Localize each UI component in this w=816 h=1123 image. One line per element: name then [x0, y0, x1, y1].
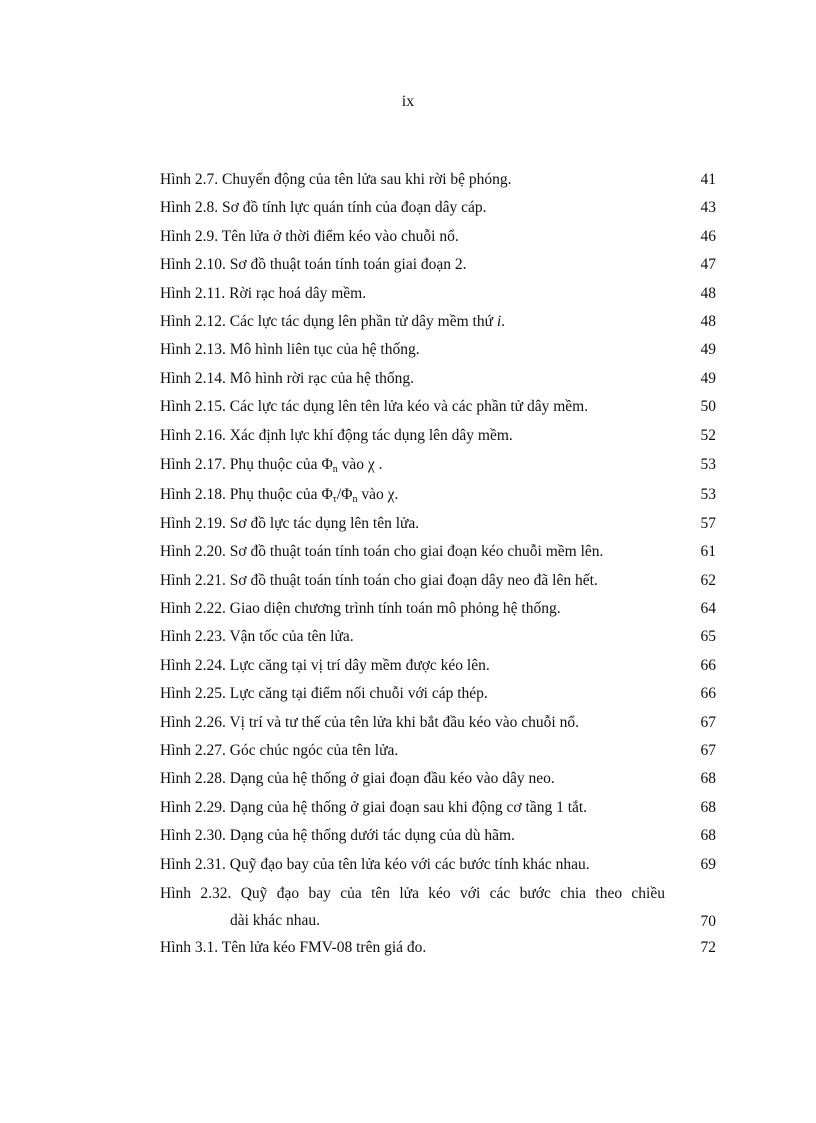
toc-entry-page: 53: [700, 485, 716, 503]
toc-entry-page: 62: [700, 571, 716, 589]
toc-entry-label: Hình 2.10. Sơ đồ thuật toán tính toán giai đoạn 2.: [160, 256, 467, 274]
subscript: n: [352, 493, 358, 505]
toc-entry: [160, 711, 716, 739]
toc-entry: [160, 682, 716, 710]
toc-entry: [160, 853, 716, 881]
toc-entry: [160, 767, 716, 795]
toc-entry: [160, 482, 716, 512]
toc-entry-page: 48: [700, 284, 716, 302]
toc-entry: [160, 796, 716, 824]
subscript: n: [332, 463, 338, 475]
toc-entry: [160, 597, 716, 625]
toc-entry-page: 61: [700, 543, 716, 561]
toc-entry-page: 57: [700, 514, 716, 532]
toc-entry-page: 53: [700, 455, 716, 473]
toc-entry-label: Hình 2.20. Sơ đồ thuật toán tính toán cho giai đoạn kéo chuỗi mềm lên.: [160, 543, 604, 561]
toc-entry: [160, 310, 716, 338]
toc-entry-page: 70: [700, 912, 716, 930]
toc-entry-label: [160, 310, 505, 334]
figure-list: [160, 168, 716, 964]
toc-entry: [160, 196, 716, 224]
toc-entry-label: Hình 2.9. Tên lửa ở thời điểm kéo vào chuỗi nổ.: [160, 227, 459, 245]
toc-entry-label-text: Hình 2.17. Phụ thuộc của Φ: [160, 455, 333, 473]
toc-entry: [160, 253, 716, 281]
toc-entry-page: 67: [700, 713, 716, 731]
toc-entry-label: Hình 2.16. Xác định lực khí động tác dụng lên dây mềm.: [160, 426, 513, 444]
toc-entry-label: Hình 2.15. Các lực tác dụng lên tên lửa kéo và các phần tử dây mềm.: [160, 398, 589, 416]
toc-entry-label: Hình 2.24. Lực căng tại vị trí dây mềm được kéo lên.: [160, 656, 490, 674]
toc-entry-label: Hình 3.1. Tên lửa kéo FMV-08 trên giá đo.: [160, 938, 427, 956]
toc-entry-page: 66: [700, 685, 716, 703]
toc-entry-label: Hình 2.7. Chuyển động của tên lửa sau khi rời bệ phóng.: [160, 171, 512, 188]
toc-entry-label-text: Hình 2.18. Phụ thuộc của Φ: [160, 485, 333, 503]
toc-entry-label: Hình 2.22. Giao diện chương trình tính toán mô phỏng hệ thống.: [160, 600, 561, 618]
toc-entry-page: 46: [700, 227, 716, 245]
toc-entry-label-suffix: vào χ.: [357, 485, 399, 503]
toc-entry-page: 72: [700, 938, 716, 956]
toc-entry-label: Hình 2.28. Dạng của hệ thống ở giai đoạn đầu kéo vào dây neo.: [160, 770, 555, 788]
toc-entry-label: Hình 2.21. Sơ đồ thuật toán tính toán cho giai đoạn dây neo đã lên hết.: [160, 571, 598, 589]
toc-entry-label: Hình 2.26. Vị trí và tư thế của tên lửa khi bắt đầu kéo vào chuỗi nổ.: [160, 713, 579, 731]
toc-entry: [160, 881, 716, 936]
toc-entry-label-continuation: dài khác nhau.: [230, 911, 320, 929]
toc-entry: [160, 739, 716, 767]
toc-entry-page: 49: [700, 341, 716, 359]
toc-entry-page: 50: [700, 398, 716, 416]
toc-entry-page: 47: [700, 256, 716, 274]
toc-entry-page: 43: [700, 199, 716, 217]
toc-entry-label: Hình 2.29. Dạng của hệ thống ở giai đoạn sau khi động cơ tầng 1 tắt.: [160, 798, 588, 816]
toc-entry-label: [160, 452, 383, 478]
toc-entry-page: 65: [700, 628, 716, 646]
toc-entry: [160, 540, 716, 568]
toc-entry-page: 64: [700, 600, 716, 618]
toc-entry: [160, 395, 716, 423]
toc-entry-label: Hình 2.25. Lực căng tại điểm nối chuỗi với cáp thép.: [160, 685, 488, 703]
toc-entry: [160, 936, 716, 964]
toc-entry-page: 68: [700, 798, 716, 816]
toc-entry-label: Hình 2.8. Sơ đồ tính lực quán tính của đoạn dây cáp.: [160, 199, 487, 217]
toc-entry-page: 66: [700, 656, 716, 674]
subscript: τ: [332, 493, 337, 505]
toc-entry: [160, 282, 716, 310]
toc-entry-label-italic: i: [496, 312, 502, 330]
toc-entry-label-suffix: .: [501, 312, 506, 330]
toc-entry-label: Hình 2.11. Rời rạc hoá dây mềm.: [160, 284, 367, 302]
toc-entry: [160, 654, 716, 682]
toc-entry-label: Hình 2.14. Mô hình rời rạc của hệ thống.: [160, 369, 414, 387]
toc-entry-label: Hình 2.27. Góc chúc ngóc của tên lửa.: [160, 742, 399, 760]
toc-entry-label-mid: /Φ: [336, 485, 353, 503]
toc-entry-page: 41: [700, 171, 716, 188]
toc-entry: [160, 424, 716, 452]
toc-entry-label: Hình 2.30. Dạng của hệ thống dưới tác dụng của dù hãm.: [160, 827, 515, 845]
toc-entry-label-text: Hình 2.12. Các lực tác dụng lên phần tử dây mềm thứ: [160, 312, 497, 330]
toc-entry-label-suffix: vào χ .: [337, 455, 383, 473]
toc-entry-label: Hình 2.31. Quỹ đạo bay của tên lửa kéo với các bước tính khác nhau.: [160, 855, 590, 873]
toc-entry: [160, 625, 716, 653]
toc-entry-label: Hình 2.19. Sơ đồ lực tác dụng lên tên lửa.: [160, 514, 420, 532]
toc-entry-page: 68: [700, 827, 716, 845]
toc-entry: [160, 168, 716, 196]
toc-entry-page: 49: [700, 369, 716, 387]
toc-entry-page: 69: [700, 855, 716, 873]
toc-entry: [160, 569, 716, 597]
toc-entry-page: 67: [700, 742, 716, 760]
toc-entry-label: Hình 2.23. Vận tốc của tên lửa.: [160, 628, 354, 646]
toc-entry-page: 48: [700, 312, 716, 330]
toc-entry: [160, 225, 716, 253]
toc-entry: [160, 452, 716, 482]
toc-entry-label: Hình 2.13. Mô hình liên tục của hệ thống.: [160, 341, 420, 359]
toc-entry-page: 52: [700, 426, 716, 444]
toc-entry: [160, 338, 716, 366]
toc-entry-page: 68: [700, 770, 716, 788]
toc-entry: [160, 367, 716, 395]
toc-entry-label: [160, 482, 398, 508]
toc-entry: [160, 824, 716, 852]
toc-entry-label: Hình 2.32. Quỹ đạo bay của tên lửa kéo với các bước chia theo chiều: [160, 884, 665, 902]
toc-entry: [160, 512, 716, 540]
page-number: ix: [401, 93, 415, 110]
